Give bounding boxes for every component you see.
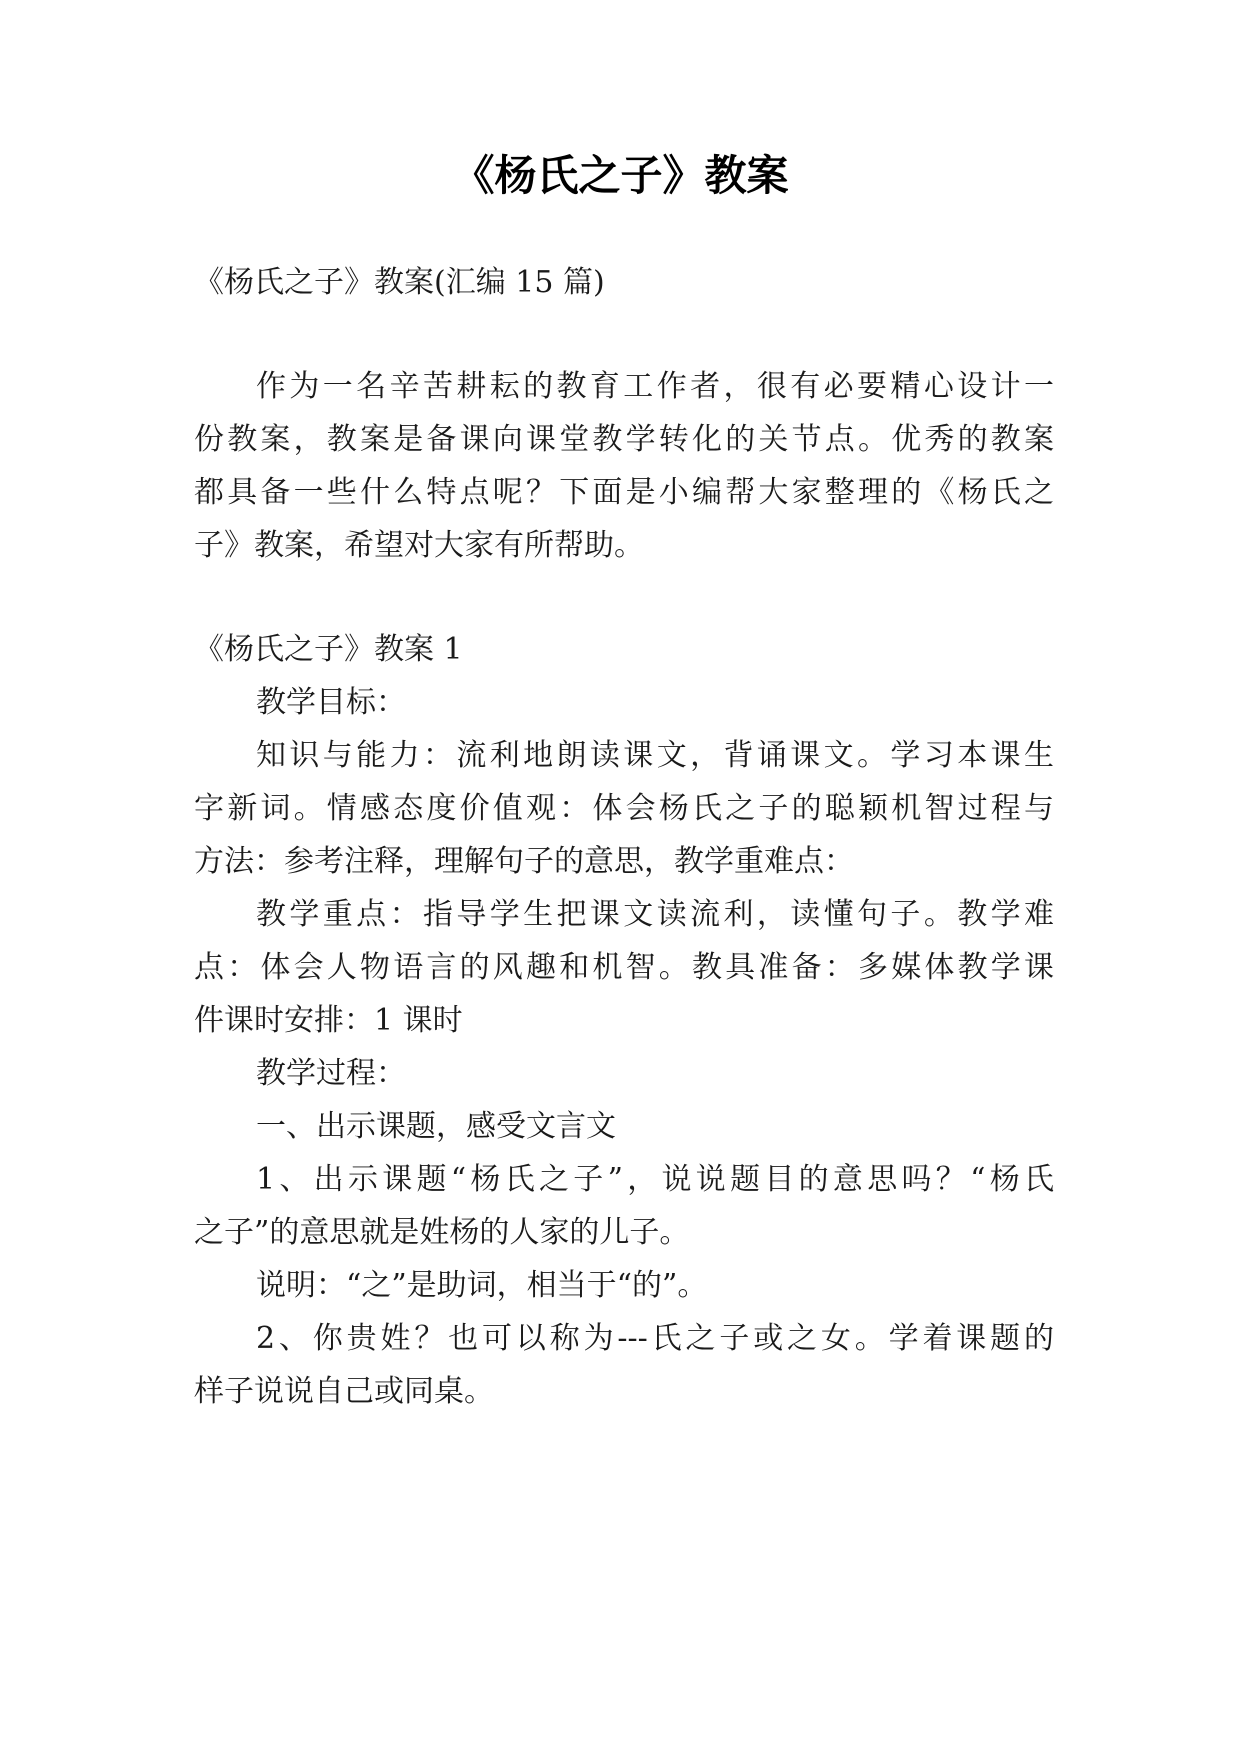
document-subtitle: 《杨氏之子》教案(汇编 15 篇) [194, 265, 605, 300]
intro-line: 份教案，教案是备课向课堂教学转化的关节点。优秀的教案 [194, 422, 1054, 457]
goals-line: 方法：参考注释，理解句子的意思，教学重难点： [194, 844, 854, 879]
intro-line: 作为一名辛苦耕耘的教育工作者，很有必要精心设计一 [256, 369, 1054, 404]
intro-line: 都具备一些什么特点呢？下面是小编帮大家整理的《杨氏之 [194, 475, 1054, 510]
document-title: 《杨氏之子》教案 [452, 151, 789, 200]
goals-line: 知识与能力：流利地朗读课文，背诵课文。学习本课生 [256, 738, 1054, 773]
section-heading: 《杨氏之子》教案 1 [194, 632, 463, 667]
intro-line: 子》教案，希望对大家有所帮助。 [194, 528, 644, 563]
item-line: 2、你贵姓？也可以称为---氏之子或之女。学着课题的 [256, 1321, 1054, 1356]
item-line: 样子说说自己或同桌。 [194, 1374, 494, 1409]
goals-line: 字新词。情感态度价值观：体会杨氏之子的聪颖机智过程与 [194, 791, 1054, 826]
focus-line: 件课时安排：1 课时 [194, 1003, 463, 1038]
focus-line: 教学重点：指导学生把课文读流利，读懂句子。教学难 [256, 897, 1054, 932]
goals-heading: 教学目标： [256, 685, 406, 720]
process-heading: 教学过程： [256, 1056, 406, 1091]
item-line: 之子”的意思就是姓杨的人家的儿子。 [194, 1215, 690, 1250]
note-line: 说明：“之”是助词，相当于“的”。 [256, 1268, 708, 1303]
item-line: 1、出示课题“杨氏之子”，说说题目的意思吗？“杨氏 [256, 1162, 1054, 1197]
step-heading: 一、出示课题，感受文言文 [256, 1109, 616, 1144]
focus-line: 点：体会人物语言的风趣和机智。教具准备：多媒体教学课 [194, 950, 1054, 985]
